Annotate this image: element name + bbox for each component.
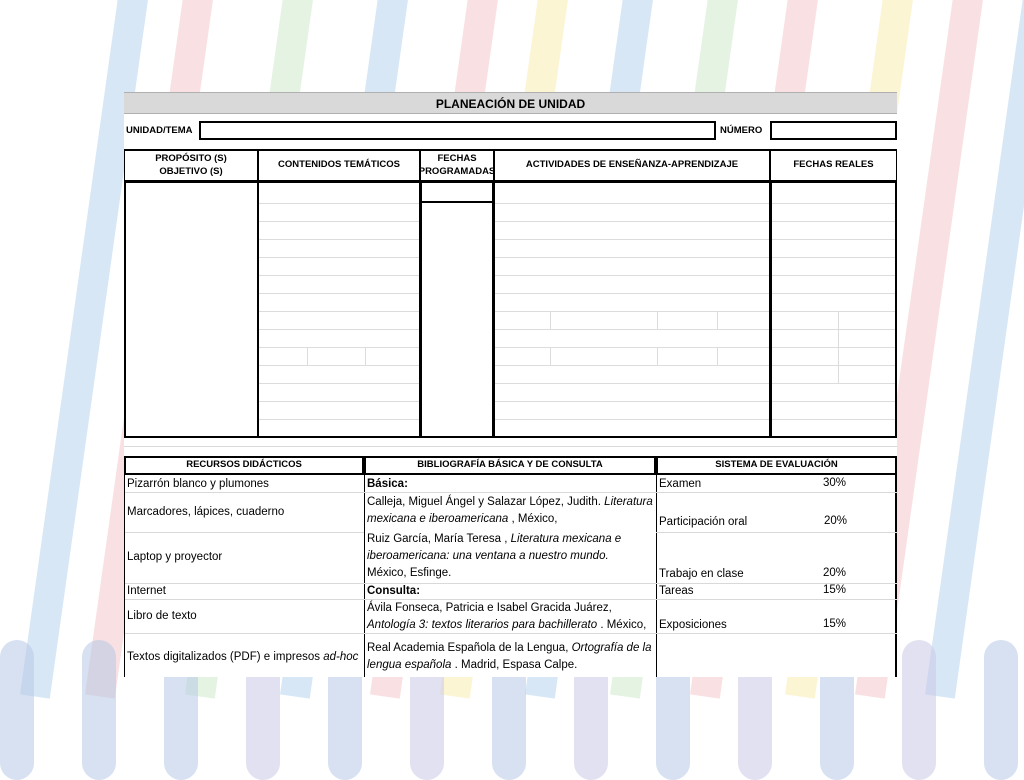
eval-label: Exposiciones <box>659 619 727 631</box>
recurso-item: Internet <box>127 585 166 597</box>
contenidos-cell[interactable] <box>258 181 420 438</box>
eval-label: Participación oral <box>659 516 748 528</box>
eval-pct: 30% <box>823 477 847 489</box>
recurso-item: Marcadores, lápices, cuaderno <box>127 506 285 518</box>
actividades-cell[interactable] <box>494 181 770 438</box>
proposito-cell[interactable] <box>124 181 258 438</box>
recurso-item: Libro de texto <box>127 610 197 622</box>
header-proposito: PROPÓSITO (S) OBJETIVO (S) <box>124 150 258 181</box>
number-label: NÚMERO <box>720 125 763 136</box>
header-fechas-programadas: FECHAS PROGRAMADAS <box>420 150 494 181</box>
planning-sheet <box>124 92 897 677</box>
eval-pct: 15% <box>823 584 847 596</box>
recurso-item: Pizarrón blanco y plumones <box>127 478 269 490</box>
eval-label: Examen <box>659 478 702 490</box>
bibliografia-header: BIBLIOGRAFÍA BÁSICA Y DE CONSULTA <box>364 456 656 475</box>
eval-label: Trabajo en clase <box>659 568 744 580</box>
header-actividades: ACTIVIDADES DE ENSEÑANZA-APRENDIZAJE <box>494 150 770 181</box>
page-title: PLANEACIÓN DE UNIDAD <box>124 92 897 114</box>
eval-pct: 20% <box>823 567 847 579</box>
ref-1: Calleja, Miguel Ángel y Salazar López, Judith. Literatura mexicana e iberoamericana , México, <box>367 496 653 525</box>
header-fechas-reales: FECHAS REALES <box>770 150 897 181</box>
recursos-header: RECURSOS DIDÁCTICOS <box>124 456 364 475</box>
recurso-item: Laptop y proyector <box>127 551 223 563</box>
unit-label: UNIDAD/TEMA <box>126 125 193 136</box>
ref-4: Real Academia Española de la Lengua, Ortografía de la lengua española . Madrid, Espasa Calpe. <box>367 642 652 671</box>
ref-2: Ruiz García, María Teresa , Literatura mexicana e iberoamericana: una ventana a nuestro mundo. México, Esfinge. <box>367 533 622 579</box>
header-contenidos: CONTENIDOS TEMÁTICOS <box>258 150 420 181</box>
header-top-rule <box>124 149 897 151</box>
fechas-programadas-cell[interactable] <box>420 181 494 438</box>
consulta-label: Consulta: <box>367 585 421 597</box>
fechas-reales-cell[interactable] <box>770 181 897 438</box>
basica-label: Básica: <box>367 478 408 490</box>
eval-label: Tareas <box>659 585 694 597</box>
eval-pct: 15% <box>823 618 847 630</box>
number-field[interactable] <box>770 121 897 140</box>
unit-field[interactable] <box>199 121 716 140</box>
evaluacion-header: SISTEMA DE EVALUACIÓN <box>656 456 897 475</box>
ref-3: Ávila Fonseca, Patricia e Isabel Gracida Juárez, Antología 3: textos literarios para bachillerato . México, <box>367 602 647 631</box>
eval-pct: 20% <box>824 515 848 527</box>
recurso-item: Textos digitalizados (PDF) e impresos ad-hoc <box>127 651 359 663</box>
